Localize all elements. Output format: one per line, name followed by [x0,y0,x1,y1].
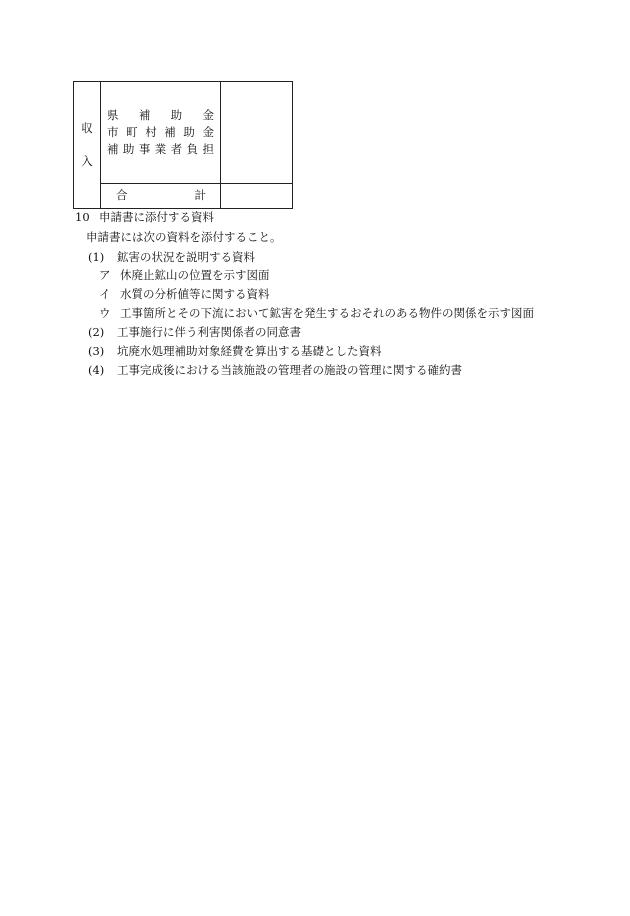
item-char: 県 [107,108,119,122]
income-item-prefecture [107,107,214,124]
item-number: (3) [88,344,105,358]
item-text: 休廃止鉱山の位置を示す図面 [120,268,270,282]
attachment-item [88,327,301,339]
item-text: 坑廃水処理補助対象経費を算出する基礎とした資料 [117,344,382,358]
income-side-label [74,120,100,168]
item-char: 金 [202,125,214,139]
income-side-cell [74,82,101,209]
side-label-char: 収 [81,120,93,135]
section-number: 10 [75,210,90,224]
item-char: 担 [202,142,214,156]
item-text: 工事箇所とその下流において鉱害を発生するおそれのある物件の関係を示す図面 [120,306,534,320]
attachment-subitem [99,289,270,301]
section-heading-text: 申請書に添付する資料 [99,210,214,224]
item-char: 業 [154,142,167,156]
item-char: 金 [202,108,214,122]
item-char: 助 [122,142,135,156]
income-items-list [101,107,220,158]
attachment-item [88,252,255,264]
attachment-item [88,365,462,377]
item-number: ア [99,268,111,282]
item-char: 補 [107,142,119,156]
total-char: 計 [194,188,206,203]
income-body-row [74,82,293,184]
income-item-operator [107,141,214,158]
income-table [73,81,293,209]
item-char: 補 [138,108,151,122]
item-text: 鉱害の状況を説明する資料 [117,250,255,264]
income-total-label [101,190,220,202]
item-char: 事 [138,142,151,156]
income-item-municipality [107,124,214,141]
income-items-cell [101,82,221,184]
attachment-item [88,346,382,358]
item-number: (4) [88,363,105,377]
section-heading [75,212,214,224]
item-text: 工事施行に伴う利害関係者の同意書 [117,325,301,339]
item-char: 負 [186,142,199,156]
income-total-row [74,184,293,209]
item-number: イ [99,287,111,301]
item-char: 市 [107,125,119,139]
item-char: 補 [164,125,176,139]
income-total-label-cell [101,184,221,209]
side-label-char: 入 [81,154,93,168]
item-text: 水質の分析値等に関する資料 [120,287,270,301]
item-char: 助 [170,108,183,122]
item-char: 町 [126,125,138,139]
item-number: ウ [99,306,111,320]
income-amount-cell [221,82,293,184]
item-number: (2) [88,325,105,339]
item-char: 者 [170,142,183,156]
section-intro: 申請書には次の資料を添付すること。 [86,230,282,244]
item-char: 村 [145,125,157,139]
total-char: 合 [116,188,128,203]
item-number: (1) [88,250,105,264]
income-total-amount-cell [221,184,293,209]
item-char: 助 [183,125,195,139]
attachment-subitem [99,308,534,320]
item-text: 工事完成後における当該施設の管理者の施設の管理に関する確約書 [117,363,462,377]
attachment-subitem [99,270,270,282]
